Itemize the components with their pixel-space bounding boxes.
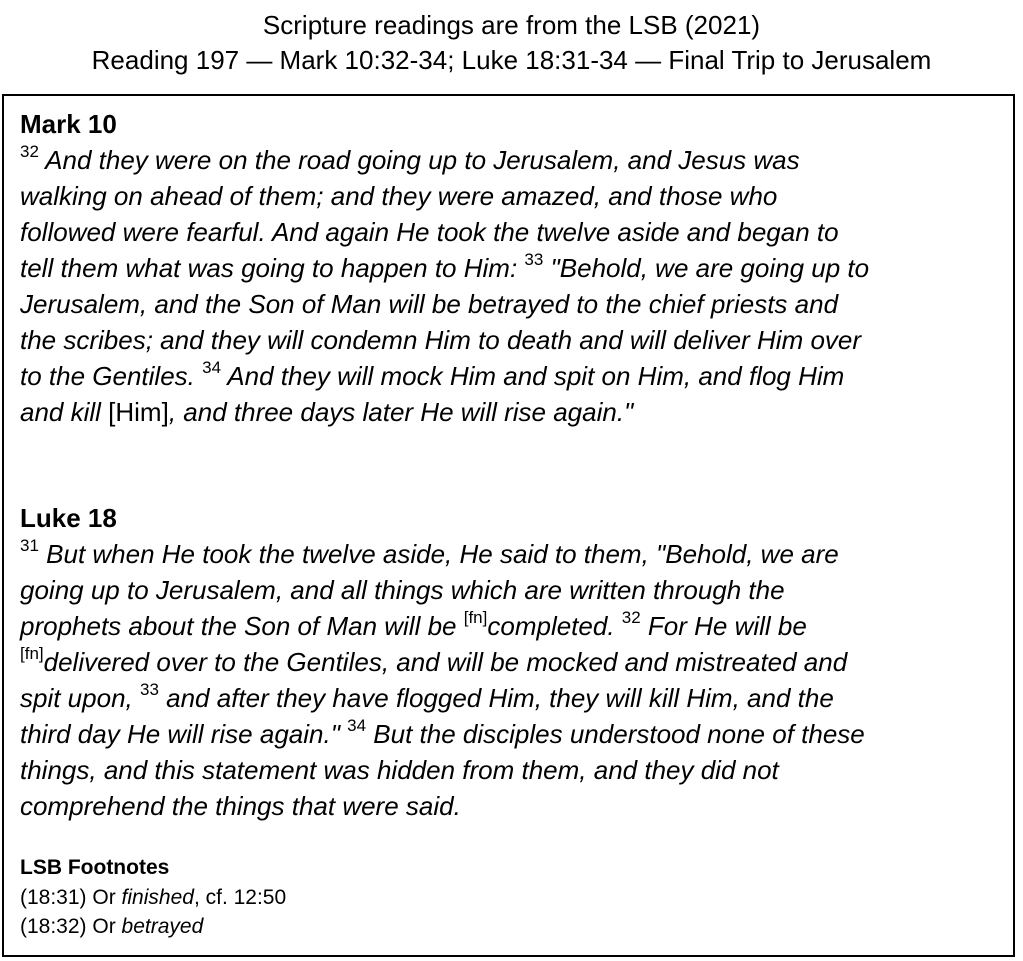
passage-line	[20, 536, 1010, 572]
verse-text: and after they have flogged Him, they will kill Him, and the	[158, 683, 834, 713]
verse-text: tell them what was going to happen to Him:	[20, 253, 525, 283]
verse-number: 32	[20, 142, 39, 162]
reading-box	[2, 94, 1015, 957]
verse-text: And they were on the road going up to Jerusalem, and Jesus was	[38, 145, 800, 175]
passage-line	[20, 644, 1010, 680]
passage-line	[20, 142, 1010, 178]
mark-heading: Mark 10	[20, 109, 117, 139]
passage-line	[20, 788, 1010, 824]
verse-text: spit upon,	[20, 683, 140, 713]
verse-text: completed.	[487, 611, 622, 641]
verse-text: , cf. 12:50	[193, 886, 287, 909]
passage-line	[20, 358, 1010, 394]
header-source-line: Scripture readings are from the LSB (2021)	[262, 10, 761, 40]
verse-text: walking on ahead of them; and they were amazed, and those who	[20, 181, 778, 211]
verse-text: things, and this statement was hidden from them, and they did not	[20, 755, 779, 785]
verse-text: followed were fearful. And again He took the twelve aside and began to	[20, 217, 839, 247]
verse-number: 34	[347, 716, 367, 736]
verse-text: prophets about the Son of Man will be	[20, 611, 464, 641]
header-reading-line: Reading 197 — Mark 10:32-34; Luke 18:31-34 — Final Trip to Jerusalem	[91, 45, 932, 75]
verse-number: 32	[621, 608, 641, 628]
footnote-item	[20, 913, 203, 941]
verse-text: (18:31) Or	[20, 886, 122, 909]
passage-line	[20, 752, 1010, 788]
passage-line	[20, 214, 1010, 250]
verse-text: "Behold, we are going up to	[543, 253, 870, 283]
passage-line	[20, 322, 1010, 358]
verse-text: Jerusalem, and the Son of Man will be betrayed to the chief priests and	[20, 289, 839, 319]
verse-text: to the Gentiles.	[20, 361, 203, 391]
verse-text: third day He will rise again."	[20, 719, 348, 749]
passage-line	[20, 572, 1010, 608]
passage-line	[20, 716, 1010, 752]
page-header	[0, 8, 1023, 78]
footnotes-title: LSB Footnotes	[20, 856, 170, 879]
verse-number: 31	[20, 536, 39, 556]
verse-text: For He will be	[640, 611, 807, 641]
verse-text: and kill	[20, 397, 109, 427]
passage-line	[20, 680, 1010, 716]
verse-text: But when He took the twelve aside, He said to them, "Behold, we are	[38, 539, 839, 569]
verse-text: delivered over to the Gentiles, and will be mocked and mistreated and	[43, 647, 848, 677]
verse-text: the scribes; and they will condemn Him to death and will deliver Him over	[20, 325, 862, 355]
passage-line	[20, 250, 1010, 286]
passage-line	[20, 286, 1010, 322]
passage-line	[20, 608, 1010, 644]
footnote-marker: [fn]	[463, 608, 488, 628]
verse-text: comprehend the things that were said.	[20, 791, 461, 821]
footnote-item	[20, 884, 286, 912]
verse-number: 34	[202, 358, 222, 378]
verse-text: finished	[121, 886, 194, 909]
verse-text: betrayed	[121, 915, 204, 938]
mark-passage	[20, 142, 1010, 430]
luke-heading: Luke 18	[20, 503, 117, 533]
verse-number: 33	[524, 250, 544, 270]
passage-line	[20, 178, 1010, 214]
footnote-marker: [fn]	[20, 644, 44, 664]
verse-text: (18:32) Or	[20, 915, 122, 938]
luke-passage	[20, 536, 1010, 824]
verse-text: [Him]	[108, 397, 169, 427]
verse-text: going up to Jerusalem, and all things which are written through the	[20, 575, 785, 605]
verse-text: , and three days later He will rise again."	[168, 397, 634, 427]
verse-text: And they will mock Him and spit on Him, and flog Him	[221, 361, 845, 391]
passage-line	[20, 394, 1010, 430]
verse-text: But the disciples understood none of these	[366, 719, 865, 749]
verse-number: 33	[139, 680, 159, 700]
